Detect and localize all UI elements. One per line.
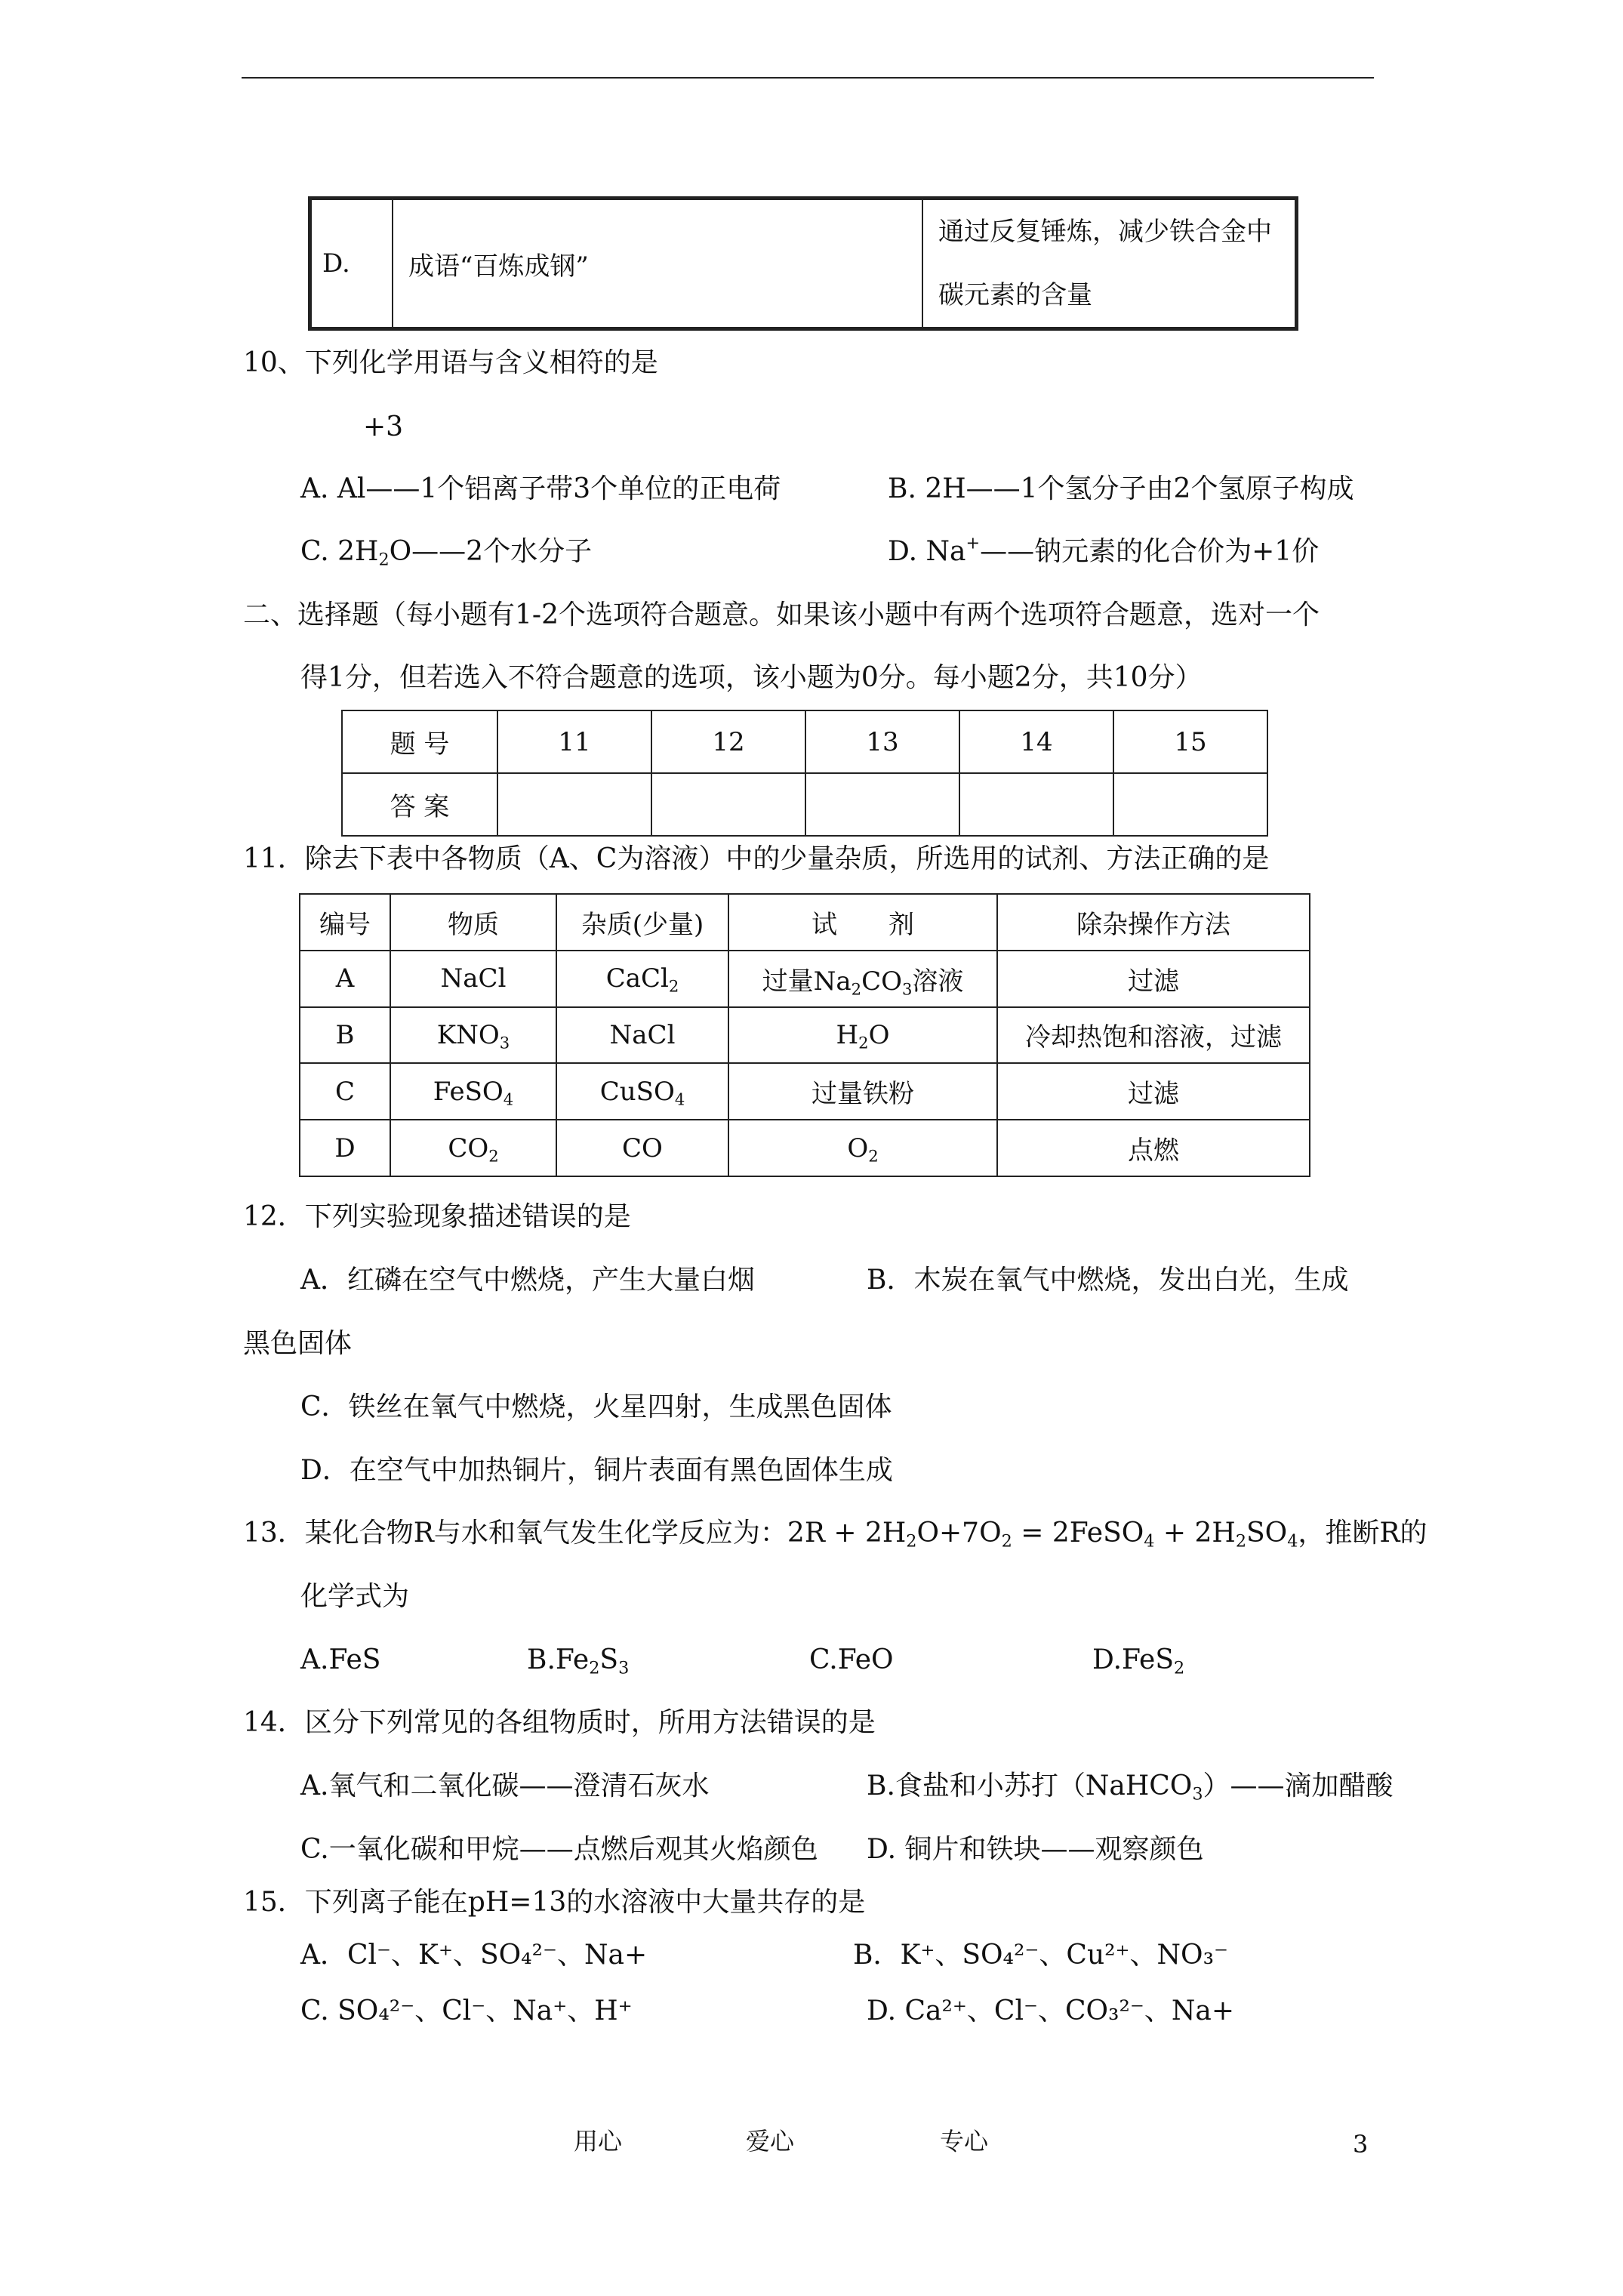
q15-option-c: C. SO₄²⁻、Cl⁻、Na⁺、H⁺	[300, 1996, 633, 2026]
page-number: 3	[1353, 2130, 1369, 2159]
q13-option-d: D.FeS$_2$	[1092, 1644, 1185, 1678]
answer-table-number: 11	[497, 710, 651, 773]
answer-table-number: 15	[1113, 710, 1267, 773]
section2-instructions-line1: 二、选择题（每小题有1-2个选项符合题意。如果该小题中有两个选项符合题意，选对一个	[243, 599, 1320, 630]
row-d-idiom: 成语“百炼成钢”	[393, 199, 922, 329]
q14-option-d: D. 铜片和铁块——观察颜色	[867, 1834, 1204, 1865]
q12-stem: 12．下列实验现象描述错误的是	[243, 1201, 631, 1232]
row-d-explanation	[922, 199, 1297, 329]
answer-cell-11[interactable]	[497, 773, 651, 836]
table-row: C FeSO$_4$ CuSO$_4$ 过量铁粉 过滤	[300, 1063, 1310, 1120]
q14-stem: 14．区分下列常见的各组物质时，所用方法错误的是	[243, 1707, 876, 1738]
q11-table	[299, 893, 1310, 1177]
answer-table-answer-label: 答 案	[342, 773, 497, 836]
row-d-letter: D.	[310, 199, 393, 329]
q12-option-b-line1: B．木炭在氧气中燃烧，发出白光，生成	[867, 1265, 1349, 1296]
q10-option-a: A. Al——1个铝离子带3个单位的正电荷	[300, 473, 781, 504]
q10-option-c: C. $2H_2O——2$个水分子	[300, 536, 593, 570]
row-d-explanation-line2: 碳元素的含量	[938, 280, 1092, 310]
footer-word-1: 用心	[574, 2127, 623, 2156]
q15-option-d: D. Ca²⁺、Cl⁻、CO₃²⁻、Na+	[867, 1996, 1235, 2026]
q12-option-a: A．红磷在空气中燃烧，产生大量白烟	[300, 1265, 755, 1296]
q15-option-b: B．K⁺、SO₄²⁻、Cu²⁺、NO₃⁻	[853, 1940, 1229, 1971]
q13-option-c: C.FeO	[809, 1644, 894, 1675]
q13-stem-line2: 化学式为	[300, 1581, 410, 1612]
table-row: A NaCl CaCl$_2$ 过量$Na_2CO_3$溶液 过滤	[300, 951, 1310, 1007]
q13-option-a: A.FeS	[300, 1644, 381, 1675]
section2-instructions-line2: 得1分，但若选入不符合题意的选项，该小题为0分。每小题2分，共10分）	[300, 662, 1203, 693]
q13-option-b: $B.Fe_2S_3$	[527, 1644, 630, 1678]
q10-option-d: D. Na+——钠元素的化合价为+1价	[888, 533, 1320, 567]
q14-option-a: A.氧气和二氧化碳——澄清石灰水	[300, 1771, 710, 1801]
q15-stem: 15．下列离子能在pH=13的水溶液中大量共存的是	[243, 1887, 866, 1918]
answer-cell-12[interactable]	[651, 773, 805, 836]
row-d-explanation-line1: 通过反复锤炼，减少铁合金中	[938, 217, 1272, 247]
q11-header-method: 除杂操作方法	[997, 894, 1310, 951]
q11-header-id: 编号	[300, 894, 390, 951]
q11-header-substance: 物质	[390, 894, 556, 951]
answer-cell-14[interactable]	[959, 773, 1113, 836]
footer-word-3: 专心	[940, 2127, 989, 2156]
q10-option-b: B. 2H——1个氢分子由2个氢原子构成	[888, 473, 1354, 504]
q13-stem-line1: 13．某化合物R与水和氧气发生化学反应为：$2R + 2H_2O+7O_2$ = 2FeSO$_4$ + $2H_2SO_4$，推断R的	[243, 1518, 1427, 1552]
answer-table-number: 14	[959, 710, 1113, 773]
q11-stem: 11．除去下表中各物质（A、C为溶液）中的少量杂质，所选用的试剂、方法正确的是	[243, 843, 1270, 874]
row-d-table	[308, 196, 1298, 331]
q12-option-d: D．在空气中加热铜片，铜片表面有黑色固体生成	[300, 1455, 893, 1486]
footer-word-2: 爱心	[746, 2127, 795, 2156]
answer-cell-13[interactable]	[805, 773, 959, 836]
q12-option-c: C．铁丝在氧气中燃烧，火星四射，生成黑色固体	[300, 1391, 892, 1422]
answer-table-number-label: 题 号	[342, 710, 497, 773]
answer-table-number: 12	[651, 710, 805, 773]
answer-cell-15[interactable]	[1113, 773, 1267, 836]
table-row: D $CO_2$ CO $O_2$ 点燃	[300, 1120, 1310, 1176]
header-rule	[242, 77, 1374, 79]
q14-option-c: C.一氧化碳和甲烷——点燃后观其火焰颜色	[300, 1834, 818, 1865]
q10-valence-mark: +3	[363, 411, 404, 442]
answer-table	[341, 710, 1268, 837]
q15-option-a: A．Cl⁻、K⁺、SO₄²⁻、Na+	[300, 1940, 648, 1971]
q11-header-impurity: 杂质(少量)	[556, 894, 728, 951]
q10-stem: 10、下列化学用语与含义相符的是	[243, 347, 658, 378]
table-row: B $KNO_3$ NaCl $H_2O$ 冷却热饱和溶液，过滤	[300, 1007, 1310, 1064]
q11-header-reagent: 试 剂	[728, 894, 997, 951]
q14-option-b: B.食盐和小苏打（NaHCO$_3$）——滴加醋酸	[867, 1771, 1394, 1804]
answer-table-number: 13	[805, 710, 959, 773]
q12-option-b-line2: 黑色固体	[243, 1328, 353, 1359]
